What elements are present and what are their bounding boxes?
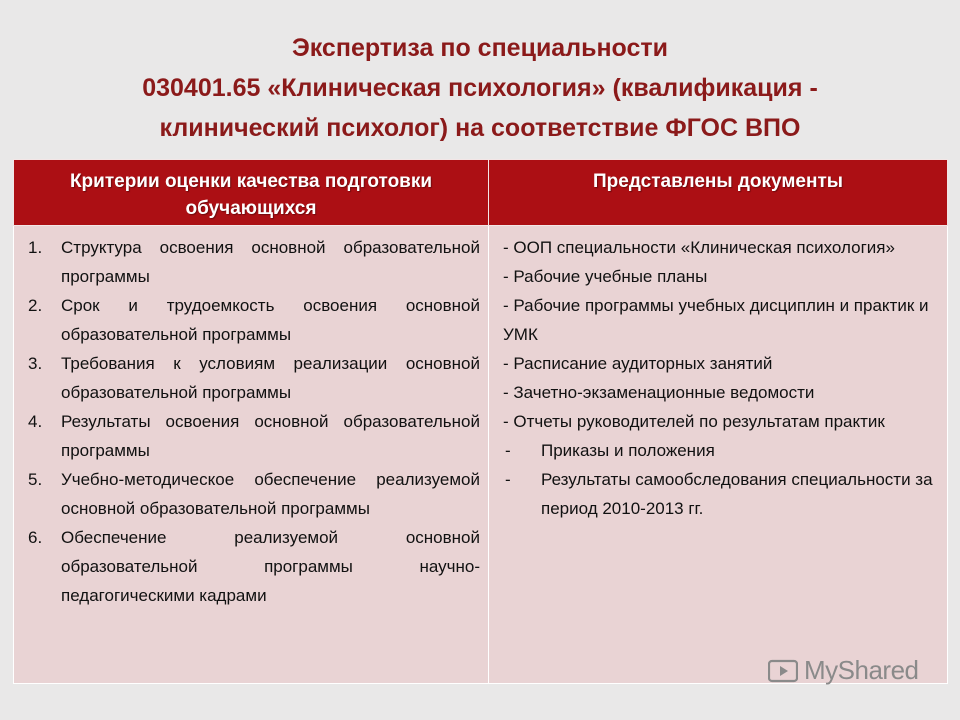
list-item — [28, 465, 480, 523]
list-item-text: Срок и трудоемкость освоения основной образовательной программы — [61, 296, 480, 344]
list-item-number: 5. — [28, 470, 43, 489]
criteria-table — [13, 159, 948, 684]
header-criteria — [14, 160, 489, 226]
list-item — [28, 407, 480, 465]
myshared-logo-icon — [768, 658, 798, 684]
table-row — [14, 226, 948, 684]
document-item: - ООП специальности «Клиническая психология» — [503, 238, 895, 257]
list-item — [28, 233, 480, 291]
table-header-row — [14, 160, 948, 226]
list-item-text: Учебно-методическое обеспечение реализуемой основной образовательной программы — [61, 470, 480, 518]
title-line-1: Экспертиза по специальности — [291, 34, 669, 62]
document-item: - Рабочие программы учебных дисциплин и практик и УМК — [503, 296, 929, 344]
list-item-text: Структура освоения основной образовательной программы — [61, 238, 480, 286]
document-item: - Отчеты руководителей по результатам практик — [503, 412, 885, 431]
document-dashed-text: Приказы и положения — [541, 441, 715, 460]
slide-title — [40, 28, 920, 148]
dash-marker: - — [505, 470, 511, 489]
list-item-number: 6. — [28, 528, 43, 547]
document-item: - Рабочие учебные планы — [503, 267, 708, 286]
title-line-3: клинический психолог) на соответствие ФГОС ВПО — [159, 114, 801, 142]
list-item — [28, 349, 480, 407]
list-item-text: Требования к условиям реализации основной образовательной программы — [61, 354, 480, 402]
list-item-text: Результаты освоения основной образовательной программы — [61, 412, 480, 460]
list-item — [28, 523, 480, 610]
document-dashed-item — [503, 436, 933, 465]
list-item-number: 4. — [28, 412, 43, 431]
document-dashed-item — [503, 465, 933, 523]
watermark-text: MyShared — [804, 655, 919, 685]
document-dashed-text: Результаты самообследования специальности за период 2010-2013 гг. — [541, 470, 933, 518]
dash-marker: - — [505, 441, 511, 460]
documents-cell — [489, 226, 948, 684]
title-line-2: 030401.65 «Клиническая психология» (квалификация - — [142, 74, 818, 102]
list-item-number: 2. — [28, 296, 43, 315]
document-item: - Зачетно-экзаменационные ведомости — [503, 383, 815, 402]
document-item: - Расписание аудиторных занятий — [503, 354, 773, 373]
criteria-list — [28, 233, 480, 610]
list-item — [28, 291, 480, 349]
list-item-number: 3. — [28, 354, 43, 373]
list-item-number: 1. — [28, 238, 43, 257]
header-documents-label: Представлены документы — [593, 171, 843, 192]
list-item-text: Обеспечение реализуемой основной образовательной программы научно-педагогическими кадрами — [61, 528, 480, 605]
header-criteria-label: Критерии оценки качества подготовки обучающихся — [69, 171, 433, 219]
header-documents — [489, 160, 948, 226]
myshared-watermark — [768, 655, 919, 686]
criteria-cell — [14, 226, 489, 684]
